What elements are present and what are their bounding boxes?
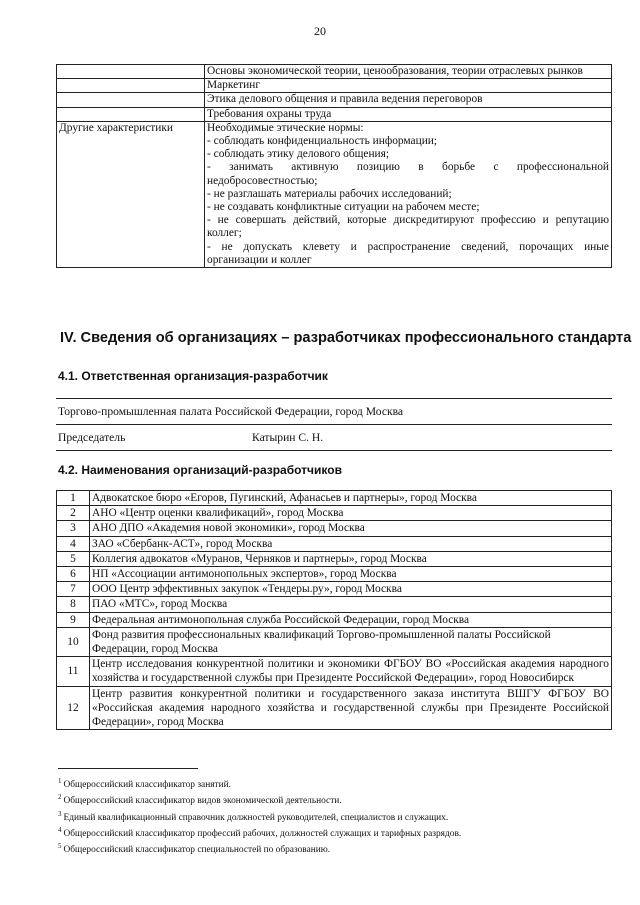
table-row <box>57 79 612 93</box>
footnote-mark: 3 <box>58 809 62 818</box>
row-number: 4 <box>57 536 90 551</box>
row-number: 6 <box>57 567 90 582</box>
org-name: Центр развития конкурентной политики и государственного заказа института ВШГУ ФГБОУ ВО «Российская академия народного хозяйства и государственной службы при Президенте Российской Федерации», город Москва <box>90 686 612 730</box>
row-value: Маркетинг <box>205 79 612 93</box>
row-label: Другие характеристики <box>57 121 205 267</box>
footnote-text: Общероссийский классификатор специальностей по образованию. <box>63 845 331 856</box>
table-row <box>57 567 612 582</box>
ethics-item: - не разглашать материалы рабочих исследований; <box>207 187 452 200</box>
row-number: 5 <box>57 551 90 566</box>
row-number: 10 <box>57 627 90 656</box>
footnote <box>58 808 461 824</box>
row-number: 9 <box>57 612 90 627</box>
footnote-text: Единый квалификационный справочник должностей руководителей, специалистов и служащих. <box>63 812 449 823</box>
table-row <box>57 582 612 597</box>
row-number: 12 <box>57 686 90 730</box>
row-value: Требования охраны труда <box>205 107 612 121</box>
table-row <box>56 399 612 425</box>
org-name: НП «Ассоциации антимонопольных экспертов», город Москва <box>90 567 612 582</box>
ethics-item: - не совершать действий, которые дискредитируют профессию и репутацию коллег; <box>207 214 609 240</box>
table-row <box>57 521 612 536</box>
chair-person: Катырин С. Н. <box>252 430 324 444</box>
ethics-item: - не допускать клевету и распространение сведений, порочащих иные организации и коллег <box>207 240 609 266</box>
ethics-item: - соблюдать конфиденциальность информации; <box>207 135 438 148</box>
ethics-item: - не создавать конфликтные ситуации на рабочем месте; <box>207 201 480 214</box>
ethics-item: - соблюдать этику делового общения; <box>207 148 390 161</box>
org-name: Фонд развития профессиональных квалификаций Торгово-промышленной палаты Российской Федерации, город Москва <box>90 627 612 656</box>
table-row <box>57 107 612 121</box>
ethics-item: - занимать активную позицию в борьбе с профессиональной недобросовестностью; <box>207 161 609 187</box>
ethics-item: Необходимые этические нормы: <box>207 121 364 134</box>
row-number: 3 <box>57 521 90 536</box>
table-row <box>57 657 612 686</box>
row-value: Этика делового общения и правила ведения переговоров <box>205 93 612 107</box>
footnote <box>58 824 461 840</box>
row-number: 8 <box>57 597 90 612</box>
org-name: Федеральная антимонопольная служба Российской Федерации, город Москва <box>90 612 612 627</box>
table-row <box>57 597 612 612</box>
subsection-title: 4.1. Ответственная организация-разработчик <box>58 369 328 383</box>
footnote <box>58 775 461 791</box>
subsection-title: 4.2. Наименования организаций-разработчиков <box>58 463 342 477</box>
footnote <box>58 840 461 856</box>
knowledge-item: Основы экономической теории, ценообразования, теории отраслевых рынков <box>207 65 583 77</box>
org-name: АНО ДПО «Академия новой экономики», город Москва <box>90 521 612 536</box>
org-name: Центр исследования конкурентной политики и экономики ФГБОУ ВО «Российская академия народного хозяйства и государственной службы при Президенте Российской Федерации», город Новосибирск <box>90 657 612 686</box>
footnote-mark: 5 <box>58 842 62 851</box>
table-row <box>56 425 612 451</box>
row-value <box>205 65 612 79</box>
row-number: 11 <box>57 657 90 686</box>
footnote <box>58 791 461 807</box>
row-number: 2 <box>57 506 90 521</box>
org-name: Адвокатское бюро «Егоров, Пугинский, Афанасьев и партнеры», город Москва <box>90 491 612 506</box>
chair-position: Председатель <box>58 430 126 444</box>
footnote-mark: 1 <box>58 777 62 785</box>
table-row <box>57 506 612 521</box>
org-name: ПАО «МТС», город Москва <box>90 597 612 612</box>
page-number: 20 <box>314 24 326 38</box>
footnote-text: Общероссийский классификатор занятий. <box>63 780 231 791</box>
table-row <box>57 65 612 79</box>
footnote-text: Общероссийский классификатор видов экономической деятельности. <box>63 796 342 807</box>
section-title: IV. Сведения об организациях – разработчиках профессионального стандарта <box>60 330 632 346</box>
row-number: 7 <box>57 582 90 597</box>
footnote-divider <box>58 768 198 769</box>
table-row <box>57 551 612 566</box>
table-row <box>57 93 612 107</box>
row-label <box>57 65 205 79</box>
table-row <box>57 536 612 551</box>
table-row <box>57 686 612 730</box>
developers-table <box>56 490 612 730</box>
table-row <box>57 627 612 656</box>
row-number: 1 <box>57 491 90 506</box>
footnotes <box>58 775 461 857</box>
table-row <box>57 612 612 627</box>
table-row <box>57 491 612 506</box>
characteristics-table <box>56 64 612 268</box>
footnote-mark: 2 <box>58 793 62 802</box>
chair-cell <box>56 425 612 451</box>
org-name: АНО «Центр оценки квалификаций», город Москва <box>90 506 612 521</box>
responsible-org-table <box>56 398 612 451</box>
footnote-text: Общероссийский классификатор профессий рабочих, должностей служащих и тарифных разрядов. <box>63 829 462 840</box>
org-name: Коллегия адвокатов «Муранов, Черняков и партнеры», город Москва <box>90 551 612 566</box>
table-row <box>57 121 612 267</box>
org-name: ЗАО «Сбербанк-АСТ», город Москва <box>90 536 612 551</box>
footnote-mark: 4 <box>58 825 62 834</box>
row-value <box>205 121 612 267</box>
org-name: Торгово-промышленная палата Российской Федерации, город Москва <box>56 399 612 425</box>
org-name: ООО Центр эффективных закупок «Тендеры.ру», город Москва <box>90 582 612 597</box>
